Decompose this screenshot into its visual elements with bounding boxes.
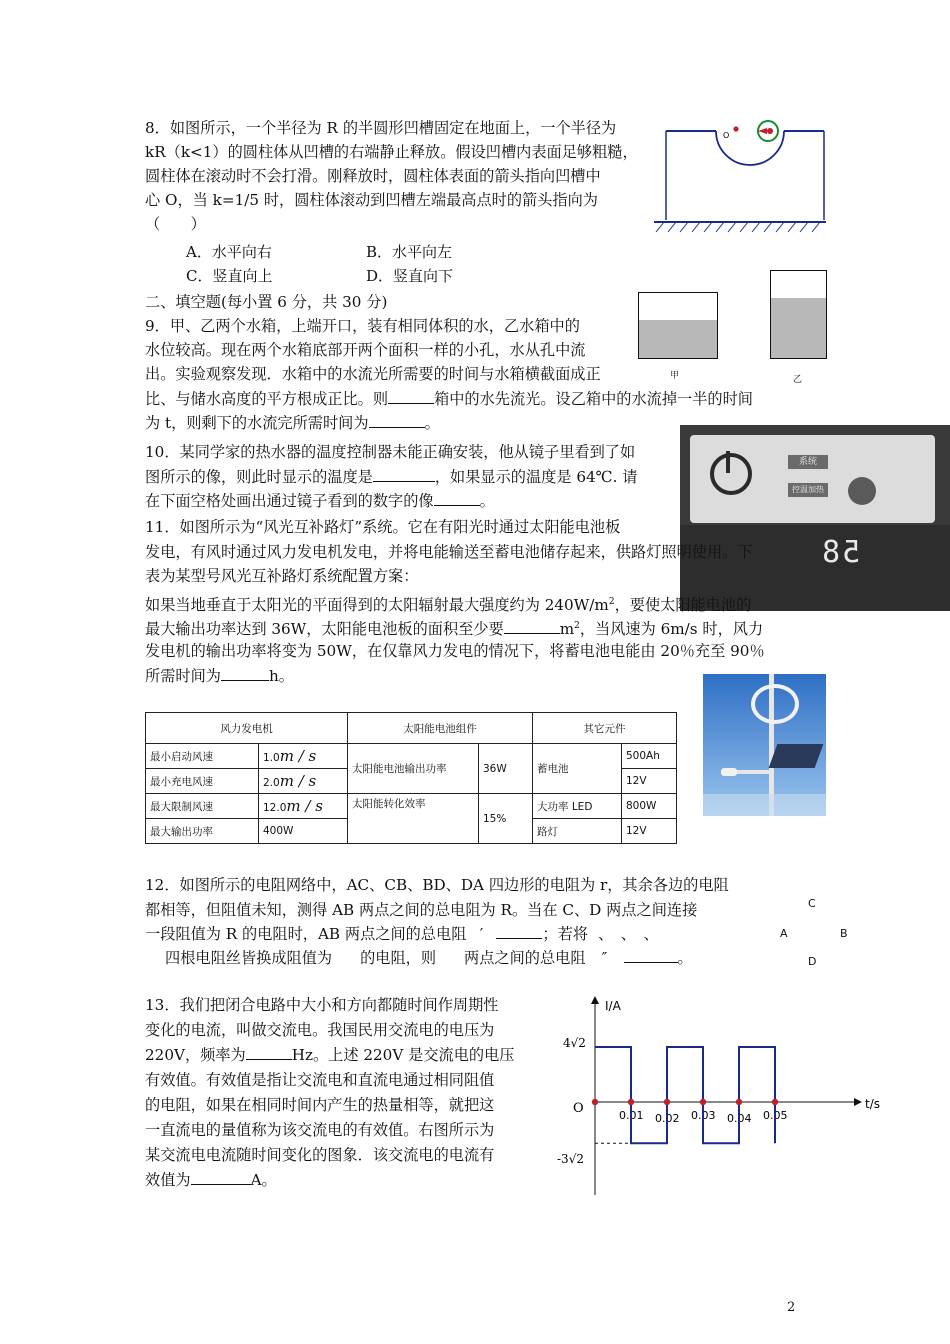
q13-blank-1[interactable] [246,1043,292,1060]
q8-line-3: 圆柱体在滚动时不会打滑。刚释放时，圆柱体表面的箭头指向凹槽中 [145,167,601,185]
y-axis-label: I/A [605,999,621,1013]
q10-line-2: 图所示的像，则此时显示的温度是 ，如果显示的温度是 64℃. 请 [145,465,638,489]
q13-line-3: 220V，频率为 Hz。上述 220V 是交流电的电压 [145,1043,514,1067]
q12-blank-2[interactable] [624,946,678,963]
q11-line-3: 表为某型号风光互补路灯系统配置方案： [145,567,419,585]
table-row: 最小启动风速 1.0m / s 太阳能电池输出功率 36W 蓄电池 500Ah [146,744,677,769]
table-row: 最小充电风速 2.0m / s 12V [146,769,677,794]
y-tick-neg: -3√2 [557,1152,584,1166]
q12-line-3: 一段阻值为 R 的电阻时，AB 两点之间的总电阻 ′ ；若将 、 、 、 [145,922,659,946]
q13-line-8: 效值为 A。 [145,1168,277,1192]
zero-crossing-dot [592,1099,598,1105]
page-number: 2 [787,1300,796,1315]
q9-line-4: 比、与储水高度的平方根成正比。则 箱中的水先流光。设乙箱中的水流掉一半的时间 [145,387,753,411]
ac-current-chart [555,990,885,1205]
q11-line-7: 所需时间为 h。 [145,664,294,688]
q9-line-2: 水位较高。现在两个水箱底部开两个面积一样的小孔，水从孔中流 [145,341,586,359]
q8-option-a: A．水平向右 [186,243,272,261]
arrow-icon [758,128,767,134]
heater-controller-photo [680,425,950,611]
q8-line-4: 心 O，当 k=1/5 时，圆柱体滚动到凹槽左端最高点时的箭头指向为 [145,191,598,209]
zero-crossing-dot [736,1099,742,1105]
q11-line-5: 最大输出功率达到 36W，太阳能电池板的面积至少要 $m^2$，当风速为 6m/s 时，风力 [145,614,763,641]
node-d-label: D [808,955,817,968]
q10-line-3: 在下面空格处画出通过镜子看到的数字的像 。 [145,489,495,513]
section-2-heading: 二、填空题(每小置 6 分，共 30 分) [145,293,388,311]
table-row: 最大输出功率 400W 路灯 12V [146,819,677,844]
center-dot [733,126,738,131]
q13-line-6: 一直流电的量值称为该交流电的有效值。右图所示为 [145,1121,495,1139]
lamp-head-icon [721,768,737,776]
table-header-wind: 风力发电机 [146,713,348,744]
wind-turbine-icon [751,684,799,724]
q8-line-2: kR（k<1）的圆柱体从凹槽的右端静止释放。假设凹槽内表面足够粗糙， [145,143,638,161]
q10-blank-2[interactable] [434,489,480,506]
q13-line-4: 有效值。有效值是指让交流电和直流电通过相同阻值 [145,1071,495,1089]
q11-blank-1[interactable] [504,617,560,634]
table-header-solar: 太阳能电池组件 [348,713,533,744]
temperature-display: 58 [820,535,861,570]
node-a-label: A [780,927,788,940]
node-b-label: B [840,927,848,940]
q13-line-1: 13．我们把闭合电路中大小和方向都随时间作周期性 [145,996,499,1014]
table-header-other: 其它元件 [533,713,677,744]
q13-line-2: 变化的电流，叫做交流电。我国民用交流电的电压为 [145,1021,495,1039]
q10-blank-1[interactable] [373,465,435,482]
tank-yi-water [771,298,826,358]
q8-option-b: B．水平向左 [366,243,453,261]
q8-line-5: （ ） [145,215,206,233]
ground-hatching [654,222,826,232]
node-c-label: C [808,897,816,910]
solar-panel-icon [769,744,824,768]
q13-line-5: 的电阻，如果在相同时间内产生的热量相等，就把这 [145,1096,495,1114]
zero-crossing-dot [628,1099,634,1105]
q12-blank-1[interactable] [496,922,542,939]
x-tick-label: 0.04 [727,1112,752,1125]
x-tick-label: 0.05 [763,1109,788,1122]
origin-label: O [573,1101,584,1116]
q13-blank-2[interactable] [191,1168,251,1185]
panel-label-1: 系统 [788,455,828,469]
q9-blank-1[interactable] [388,387,434,404]
q8-option-c: C．竖直向上 [186,267,273,285]
tank-jia-water [639,320,717,358]
q8-option-d: D．竖直向下 [366,267,454,285]
q11-line-4: 如果当地垂直于太阳光的平面得到的太阳辐射最大强度约为 $240W/m^2$，要使太阳能电池的 [145,596,752,615]
x-axis-label: t/s [865,1097,880,1111]
q12-line-2: 都相等，但阻值未知，测得 AB 两点之间的总电阻为 R。当在 C、D 两点之间连接 [145,901,698,919]
tank-yi-label: 乙 [793,375,803,385]
q11-line-1: 11．如图所示为“风光互补路灯”系统。它在有阳光时通过太阳能电池板 [145,518,621,536]
q9-line-1: 9．甲、乙两个水箱，上端开口，装有相同体积的水，乙水箱中的 [145,317,580,335]
zero-crossing-dot [772,1099,778,1105]
y-tick-pos: 4√2 [563,1036,586,1050]
x-tick-label: 0.02 [655,1112,680,1125]
q11-line-6: 发电机的输出功率将变为 50W，在仅靠风力发电的情况下，将蓄电池电能由 20％充至 90％ [145,642,765,660]
tank-jia [638,292,718,359]
power-icon [710,453,752,495]
q9-blank-2[interactable] [369,411,425,428]
street-lamp-photo [703,674,826,816]
table-row: 最大限制风速 12.0m / s 太阳能转化效率 15% 大功率 LED 800W [146,794,677,819]
q8-line-1: 8．如图所示，一个半径为 R 的半圆形凹槽固定在地面上，一个半径为 [145,119,617,137]
q11-line-2: 发电，有风时通过风力发电机发电，并将电能输送至蓄电池储存起来，供路灯照明使用。下 [145,543,753,561]
q11-blank-2[interactable] [221,664,269,681]
q9-line-5: 为 t，则剩下的水流完所需时间为 。 [145,411,440,435]
center-o-label: O [723,131,730,140]
q13-line-7: 某交流电电流随时间变化的图象．该交流电的电流有 [145,1146,495,1164]
zero-crossing-dot [664,1099,670,1105]
x-tick-label: 0.01 [619,1109,644,1122]
q12-line-4: 四根电阻丝皆换成阻值为 的电阻，则 两点之间的总电阻 ″ 。 [165,946,693,970]
current-series-line [595,1047,775,1143]
tank-jia-label: 甲 [670,371,680,381]
panel-label-2: 控温加热 [788,483,828,497]
q9-line-3: 出。实验观察发现．水箱中的水流光所需要的时间与水箱横截面成正 [145,365,601,383]
x-tick-label: 0.03 [691,1109,716,1122]
q12-line-1: 12．如图所示的电阻网络中，AC、CB、BD、DA 四边形的电阻为 r，其余各边的电阻 [145,876,729,894]
tank-yi [770,270,827,359]
config-table [145,712,677,844]
q10-line-1: 10．某同学家的热水器的温度控制器未能正确安装，他从镜子里看到了如 [145,443,636,461]
zero-crossing-dot [700,1099,706,1105]
groove-figure [652,112,828,237]
groove-walls [666,131,824,220]
